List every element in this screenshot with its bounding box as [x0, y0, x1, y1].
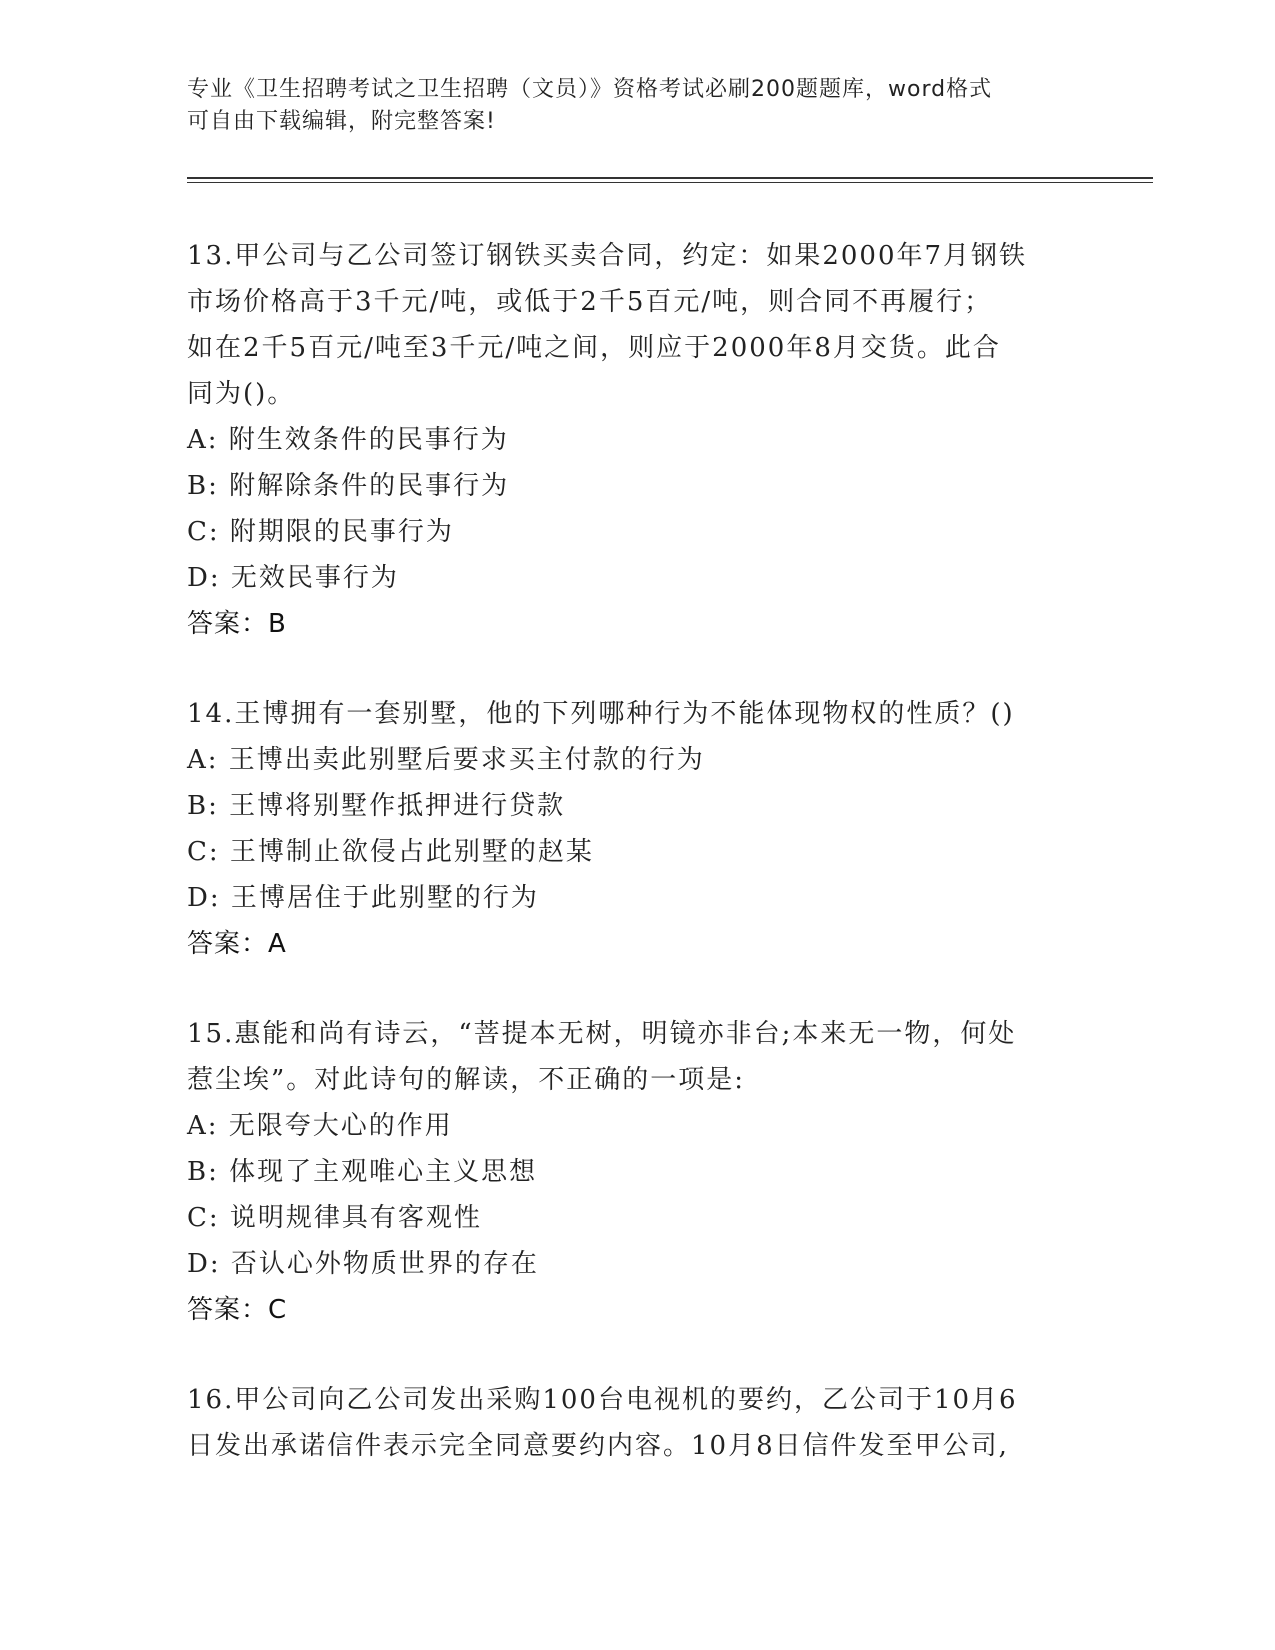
answer: 答案：A	[187, 929, 287, 959]
question-16	[187, 1377, 1087, 1469]
header-line-2: 可自由下载编辑，附完整答案!	[187, 109, 496, 134]
option-b: B: 附解除条件的民事行为	[187, 471, 510, 501]
question-15	[187, 1011, 1087, 1333]
question-14	[187, 691, 1087, 967]
question-text-line: 如在2千5百元/吨至3千元/吨之间，则应于2000年8月交货。此合	[187, 333, 1001, 363]
option-b: B: 王博将别墅作抵押进行贷款	[187, 791, 566, 821]
question-text-line: 14.王博拥有一套别墅，他的下列哪种行为不能体现物权的性质？()	[187, 699, 1015, 729]
header-divider-thin	[187, 182, 1153, 183]
question-13	[187, 233, 1087, 647]
document-header	[187, 74, 1087, 138]
header-line-1: 专业《卫生招聘考试之卫生招聘（文员）》资格考试必刷200题题库，word格式	[187, 77, 993, 102]
answer: 答案：C	[187, 1295, 288, 1325]
question-list	[187, 233, 1087, 1513]
question-text-line: 13.甲公司与乙公司签订钢铁买卖合同，约定：如果2000年7月钢铁	[187, 241, 1028, 271]
question-text-line: 日发出承诺信件表示完全同意要约内容。10月8日信件发至甲公司,	[187, 1431, 1009, 1461]
option-a: A: 附生效条件的民事行为	[187, 425, 509, 455]
option-b: B: 体现了主观唯心主义思想	[187, 1157, 538, 1187]
question-text-line: 市场价格高于3千元/吨，或低于2千5百元/吨，则合同不再履行；	[187, 287, 993, 317]
header-divider	[187, 177, 1153, 179]
option-c: C: 王博制止欲侵占此别墅的赵某	[187, 837, 594, 867]
question-text-line: 16.甲公司向乙公司发出采购100台电视机的要约，乙公司于10月6	[187, 1385, 1018, 1415]
option-a: A: 无限夸大心的作用	[187, 1111, 453, 1141]
option-a: A: 王博出卖此别墅后要求买主付款的行为	[187, 745, 705, 775]
option-d: D: 否认心外物质世界的存在	[187, 1249, 539, 1279]
option-c: C: 附期限的民事行为	[187, 517, 454, 547]
answer: 答案：B	[187, 609, 287, 639]
option-d: D: 王博居住于此别墅的行为	[187, 883, 539, 913]
question-text-line: 惹尘埃”。对此诗句的解读，不正确的一项是:	[187, 1065, 746, 1095]
question-text-line: 同为()。	[187, 379, 296, 409]
option-d: D: 无效民事行为	[187, 563, 399, 593]
option-c: C: 说明规律具有客观性	[187, 1203, 482, 1233]
question-text-line: 15.惠能和尚有诗云，“菩提本无树，明镜亦非台;本来无一物，何处	[187, 1019, 1017, 1049]
